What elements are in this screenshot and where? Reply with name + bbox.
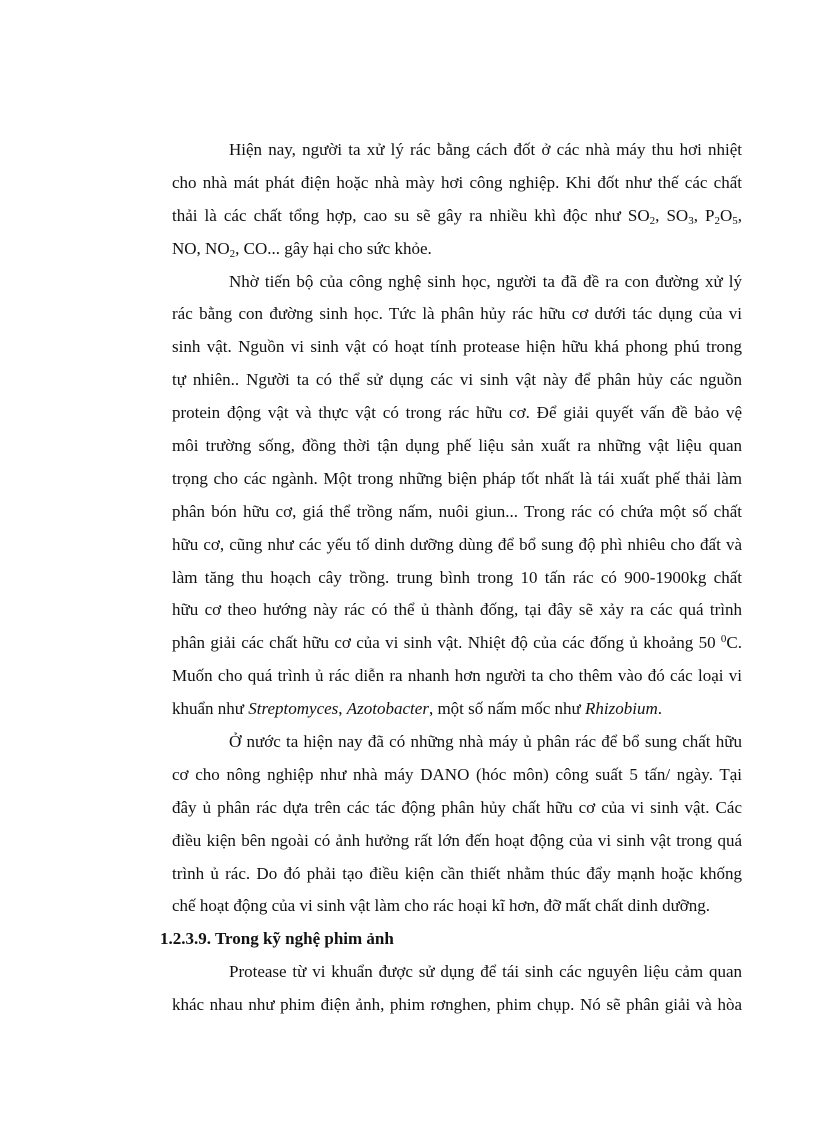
paragraph-film-industry: [172, 956, 742, 1022]
text-run: , P: [693, 205, 715, 225]
text-line: Ở nước ta hiện nay đã có những nhà máy ủ phân rác để bổ sung chất hữu: [229, 732, 742, 752]
text-line: Protease từ vi khuẩn được sử dụng để tái sinh các nguyên liệu cảm quan: [229, 962, 742, 982]
superscript: 0: [720, 633, 727, 646]
text-line: chế hoạt động của vi sinh vật làm cho rác hoại kĩ hơn, đỡ mất chất dinh dưỡng.: [172, 896, 711, 916]
text-line: protein động vật và thực vật có trong rác hữu cơ. Để giải quyết vấn đề bảo vệ: [172, 403, 742, 423]
text-line: hữu cơ, cũng như các yếu tố dinh dưỡng dùng để bổ sung độ phì nhiêu cho đất và: [172, 534, 742, 554]
text-line: trọng cho các ngành. Một trong những biện pháp tốt nhất là tái xuất phế thải làm: [172, 468, 742, 488]
text-line: cơ cho nông nghiệp như nhà máy DANO (hóc môn) công suất 5 tấn/ ngày. Tại: [172, 764, 742, 784]
subscript: 2: [229, 247, 236, 260]
text-line-species: [172, 693, 742, 726]
text-run: , một số nấm mốc như: [428, 699, 586, 719]
document-page: [160, 134, 742, 1022]
text-line: trình ủ rác. Do đó phải tạo điều kiện cần thiết nhằm thúc đẩy mạnh hoặc khống: [172, 863, 742, 883]
species-name: Streptomyces: [248, 699, 339, 719]
text-run: C.: [726, 633, 742, 653]
text-line: điều kiện bên ngoài có ảnh hưởng rất lớn đến hoạt động của vi sinh vật trong quá: [172, 830, 742, 850]
paragraph-compost-plants: [172, 726, 742, 923]
text-line: tự nhiên.. Người ta có thể sử dụng các vi sinh vật này để phân hủy các nguồn: [172, 370, 742, 390]
subscript: 2: [649, 214, 656, 227]
subscript: 5: [732, 214, 738, 227]
text-line: khác nhau như phim điện ảnh, phim rơnghen, phim chụp. Nó sẽ phân giải và hòa: [172, 995, 742, 1015]
text-run: khuẩn như: [172, 699, 249, 719]
text-run: ,: [737, 205, 742, 225]
text-line: Muốn cho quá trình ủ rác diễn ra nhanh hơn người ta cho thêm vào đó các loại vi: [172, 666, 742, 686]
text-run: O: [719, 205, 733, 225]
species-name: Azotobacter: [346, 699, 429, 719]
text-line-temperature: [172, 627, 742, 660]
subscript: 2: [714, 214, 720, 227]
text-line: Nhờ tiến bộ của công nghệ sinh học, người ta đã đề ra con đường xử lý: [229, 271, 742, 291]
text-run: thải là các chất tổng hợp, cao su sẽ gây ra nhiều khì độc như SO: [172, 205, 650, 225]
text-line: Hiện nay, người ta xử lý rác bằng cách đốt ở các nhà máy thu hơi nhiệt: [229, 140, 742, 159]
section-heading: 1.2.3.9. Trong kỹ nghệ phim ảnh: [160, 929, 394, 949]
text-line: sinh vật. Nguồn vi sinh vật có hoạt tính protease hiện hữu khá phong phú trong: [172, 337, 742, 357]
text-line: phân bón hữu cơ, giá thể trồng nấm, nuôi giun... Trong rác có chứa một số chất: [172, 501, 742, 521]
text-line: hữu cơ theo hướng này rác có thể ủ thành đống, tại đây sẽ xảy ra các quá trình: [172, 600, 742, 620]
text-run: .: [657, 699, 662, 719]
text-run: , SO: [655, 205, 689, 225]
text-run: NO, NO: [172, 238, 230, 258]
text-line: đây ủ phân rác dựa trên các tác động phân hủy chất hữu cơ của vi sinh vật. Các: [172, 797, 742, 817]
text-line: làm tăng thu hoạch cây trồng. trung bình trong 10 tấn rác có 900-1900kg chất: [172, 567, 742, 587]
subscript: 3: [688, 214, 694, 227]
paragraph-burning-waste: [172, 134, 742, 266]
text-run: ,: [338, 699, 347, 719]
text-line: rác bằng con đường sinh học. Tức là phân hủy rác hữu cơ dưới tác dụng của vi: [172, 304, 742, 324]
text-line: cho nhà mát phát điện hoặc nhà mày hơi công nghiệp. Khi đốt như thế các chất: [172, 172, 742, 192]
paragraph-biological-treatment: [172, 266, 742, 726]
text-run: , CO... gây hại cho sức khỏe.: [235, 238, 432, 258]
text-line: môi trường sống, đồng thời tận dụng phế liệu sản xuất ra những vật liệu quan: [172, 436, 742, 456]
text-line-chemical-formulas: [172, 200, 742, 233]
text-run: phân giải các chất hữu cơ của vi sinh vật. Nhiệt độ của các đống ủ khoảng 50: [172, 633, 721, 653]
text-line: [172, 233, 742, 266]
species-name: Rhizobium: [585, 699, 658, 719]
